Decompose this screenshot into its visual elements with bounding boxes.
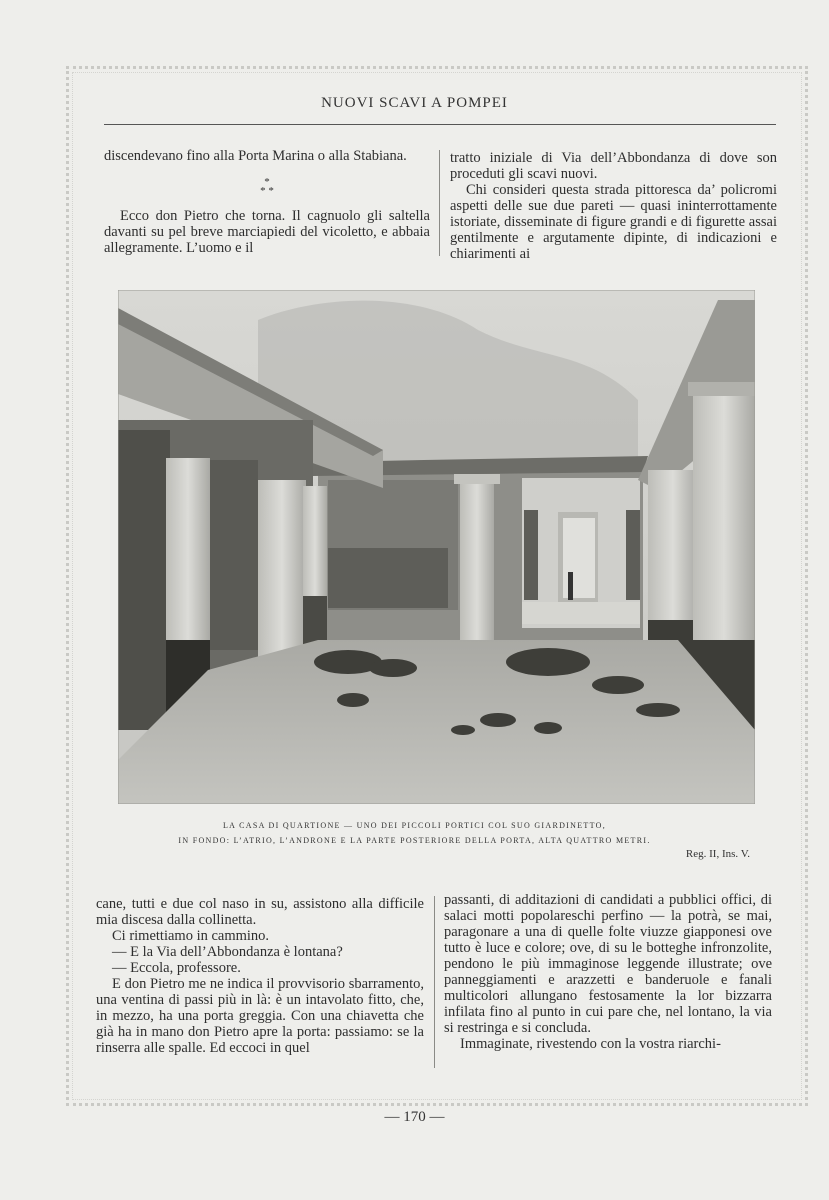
column-bottom-right: [444, 892, 772, 1052]
paragraph: passanti, di additazioni di candidati a pubblici offici, di salaci motti popolareschi perfino — la potrà, se mai, paragonare a una di quelle folte viuzze giapponesi ove tutto è luce e colore; ove, di su le botteghe infronzolite, pendono le più immaginose leggende illustrate; ove panneggiamenti e arazzetti e banderuole e fanali multicolori allungano festosamente la lor bizzarra infilata fino al punto in cui pare che, nel lontano, la via si restringa e si concluda.: [444, 892, 772, 1036]
paragraph: Chi consideri questa strada pittoresca da’ policromi aspetti delle sue due pareti — quasi ininterrottamente istoriate, disseminate di figure grandi e di figurette assai gentilmente e argutamente dipinte, di indicazioni e chiarimenti ai: [450, 182, 777, 262]
paragraph: discendevano fino alla Porta Marina o alla Stabiana.: [104, 148, 407, 164]
column-top-right: [450, 150, 777, 262]
paragraph: — E la Via dell’Abbondanza è lontana?: [112, 944, 343, 960]
column-top-left: [104, 148, 430, 256]
paragraph: Ecco don Pietro che torna. Il cagnuolo gli saltella davanti su pel breve marciapiedi del vicoletto, e abbaia allegramente. L’uomo e il: [104, 208, 430, 256]
header-rule: [104, 124, 776, 125]
paragraph: Immaginate, rivestendo con la vostra riarchi-: [460, 1036, 721, 1052]
asterism-top: *: [264, 176, 270, 188]
paragraph: tratto iniziale di Via dell’Abbondanza di dove son proceduti gli scavi nuovi.: [450, 150, 777, 182]
asterism: [104, 178, 430, 196]
paragraph: Ci rimettiamo in cammino.: [112, 928, 270, 944]
column-divider: [434, 896, 435, 1068]
photo-caption-line-2: IN FONDO: L’ATRIO, L’ANDRONE E LA PARTE POSTERIORE DELLA PORTA, ALTA QUATTRO METRI.: [178, 836, 651, 845]
asterism-bottom: * *: [260, 185, 274, 197]
column-divider: [439, 150, 440, 256]
photo-caption-line-1: LA CASA DI QUARTIONE — UNO DEI PICCOLI PORTICI COL SUO GIARDINETTO,: [222, 821, 607, 830]
paragraph: — Eccola, professore.: [112, 960, 241, 976]
page-number: — 170 —: [384, 1109, 445, 1125]
photo-credit: Reg. II, Ins. V.: [685, 848, 750, 860]
running-head: NUOVI SCAVI A POMPEI: [321, 95, 508, 111]
courtyard-photograph: [118, 290, 755, 804]
paragraph: E don Pietro me ne indica il provvisorio sbarramento, una ventina di passi più in là: è un intavolato fitto, che, in mezzo, ha una porta greggia. Con una chiavetta che già ha in mano don Pietro apre la porta: passiamo: se la rinserra alle spalle. Ed eccoci in quel: [96, 976, 424, 1056]
column-bottom-left: [96, 896, 424, 1056]
paragraph: cane, tutti e due col naso in su, assistono alla difficile mia discesa dalla collinetta.: [96, 896, 424, 928]
photo-illustration: [118, 290, 755, 804]
